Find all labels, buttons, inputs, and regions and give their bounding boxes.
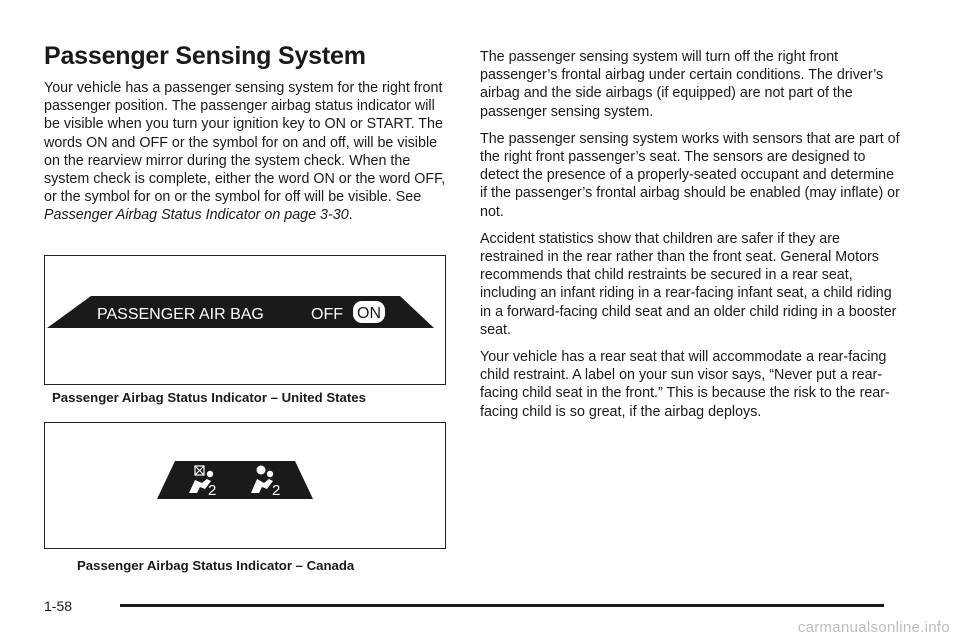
indicator-on-text: ON — [357, 305, 381, 322]
body-paragraph: The passenger sensing system will turn off the right front passenger’s frontal airbag under certain conditions. The driver’s airbag and the side airbags (if equipped) are not part of the passenger sensing system. — [480, 49, 884, 120]
page-number: 1-58 — [44, 598, 73, 614]
intro-paragraph — [44, 79, 452, 225]
right-column — [480, 48, 900, 430]
figure-us-caption: Passenger Airbag Status Indicator – United States — [52, 390, 366, 405]
body-paragraph: Accident statistics show that children are safer if they are restrained in the rear rather than the front seat. General Motors recommends that child restraints be secured in a rear seat, including an infant riding in a rear-facing infant seat, a child riding in a forward-facing child seat and an older child riding in a booster seat. — [480, 230, 897, 338]
us-indicator-graphic — [45, 256, 445, 384]
canada-indicator-graphic — [45, 423, 445, 548]
body-paragraph: Your vehicle has a rear seat that will accommodate a rear-facing child restraint. A label on your sun visor says, “Never put a rear-facing child seat in the front.” This is because the risk to the rear-facing child is so great, if the airbag deploys. — [480, 349, 890, 420]
intro-text: Your vehicle has a passenger sensing system for the right front passenger position. The passenger airbag status indicator will be visible when you turn your ignition key to ON or START. The words ON and OFF or the symbol for on and off, will be visible on the rearview mirror during the system check. When the system check is complete, either the word ON or the word OFF, or the symbol for on or the symbol for off will be visible. See — [44, 80, 446, 206]
indicator-label: PASSENGER AIR BAG — [97, 306, 264, 323]
figure-canada-caption: Passenger Airbag Status Indicator – Canada — [77, 558, 355, 573]
section-heading: Passenger Sensing System — [44, 42, 366, 70]
indicator-off-text: OFF — [311, 306, 343, 323]
figure-canada-indicator — [44, 422, 446, 549]
watermark: carmanualsonline.info — [797, 619, 950, 636]
body-paragraph: The passenger sensing system works with sensors that are part of the right front passenger’s seat. The sensors are designed to detect the presence of a properly-seated occupant and determine if the passenger’s frontal airbag should be enabled (may inflate) or not. — [480, 130, 900, 220]
page-reference: Passenger Airbag Status Indicator on page 3-30 — [44, 207, 349, 224]
footer-rule — [120, 604, 884, 607]
figure-us-indicator — [44, 255, 446, 385]
intro-end: . — [348, 207, 353, 224]
off-symbol-digit: 2 — [208, 482, 217, 499]
on-symbol-digit: 2 — [272, 482, 281, 499]
left-column — [44, 42, 452, 225]
indicator-display-shape — [157, 461, 313, 499]
